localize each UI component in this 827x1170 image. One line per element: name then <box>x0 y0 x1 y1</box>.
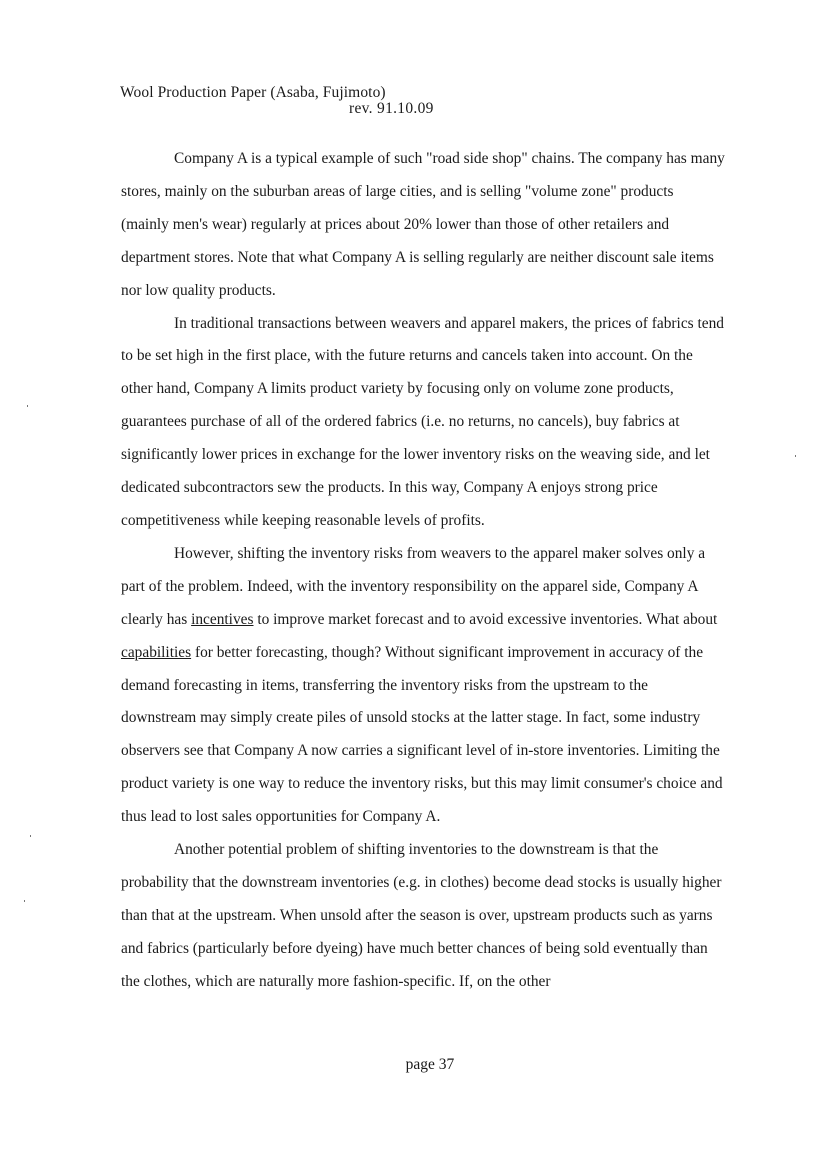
scan-speck <box>27 405 28 407</box>
paragraph-3-text-c: for better forecasting, though? Without significant improvement in accuracy of the demand forecasting in items, transferring the inventory risks from the upstream to the downstream may simply create piles of unsold stocks at the latter stage. In fact, some industry observers see that Company A now carries a significant level of in-store inventories. Limiting the product variety is one way to reduce the inventory risks, but this may limit consumer's choice and thus lead to lost sales opportunities for Company A. <box>121 643 723 826</box>
paragraph-4: Another potential problem of shifting inventories to the downstream is that the probability that the downstream inventories (e.g. in clothes) become dead stocks is usually higher than that at the upstream. When unsold after the season is over, upstream products such as yarns and fabrics (particularly before dyeing) have much better chances of being sold eventually than the clothes, which are naturally more fashion-specific. If, on the other <box>121 841 722 990</box>
paragraph-3-text-a: However, shifting the inventory risks from weavers to the apparel maker solves only a part of the problem. Indeed, with the inventory responsibility on the apparel side, Company A clearly has <box>121 544 706 628</box>
revision-date: rev. 91.10.09 <box>349 100 434 117</box>
scan-speck <box>24 900 25 902</box>
paragraph-3 <box>121 538 725 834</box>
paragraph-2: In traditional transactions between weavers and apparel makers, the prices of fabrics tend to be set high in the first place, with the future returns and cancels taken into account. On the other hand, Company A limits product variety by focusing only on volume zone products, guarantees purchase of all of the ordered fabrics (i.e. no returns, no cancels), buy fabrics at significantly lower prices in exchange for the lower inventory risks on the weaving side, and let dedicated subcontractors sew the products. In this way, Company A enjoys strong price competitiveness while keeping reasonable levels of profits. <box>121 314 724 529</box>
body-text <box>121 143 725 999</box>
scan-speck <box>795 455 796 457</box>
scan-speck <box>30 835 31 837</box>
header-title: Wool Production Paper (Asaba, Fujimoto) <box>120 84 386 101</box>
paragraph-3-text-b: to improve market forecast and to avoid excessive inventories. What about <box>253 610 718 628</box>
capabilities-emphasis: capabilities <box>121 643 192 661</box>
page-number: page 37 <box>405 1056 455 1073</box>
incentives-emphasis: incentives <box>191 610 254 628</box>
paragraph-1: Company A is a typical example of such "road side shop" chains. The company has many stores, mainly on the suburban areas of large cities, and is selling "volume zone" products (mainly men's wear) regularly at prices about 20% lower than those of other retailers and department stores. Note that what Company A is selling regularly are neither discount sale items nor low quality products. <box>121 150 725 299</box>
